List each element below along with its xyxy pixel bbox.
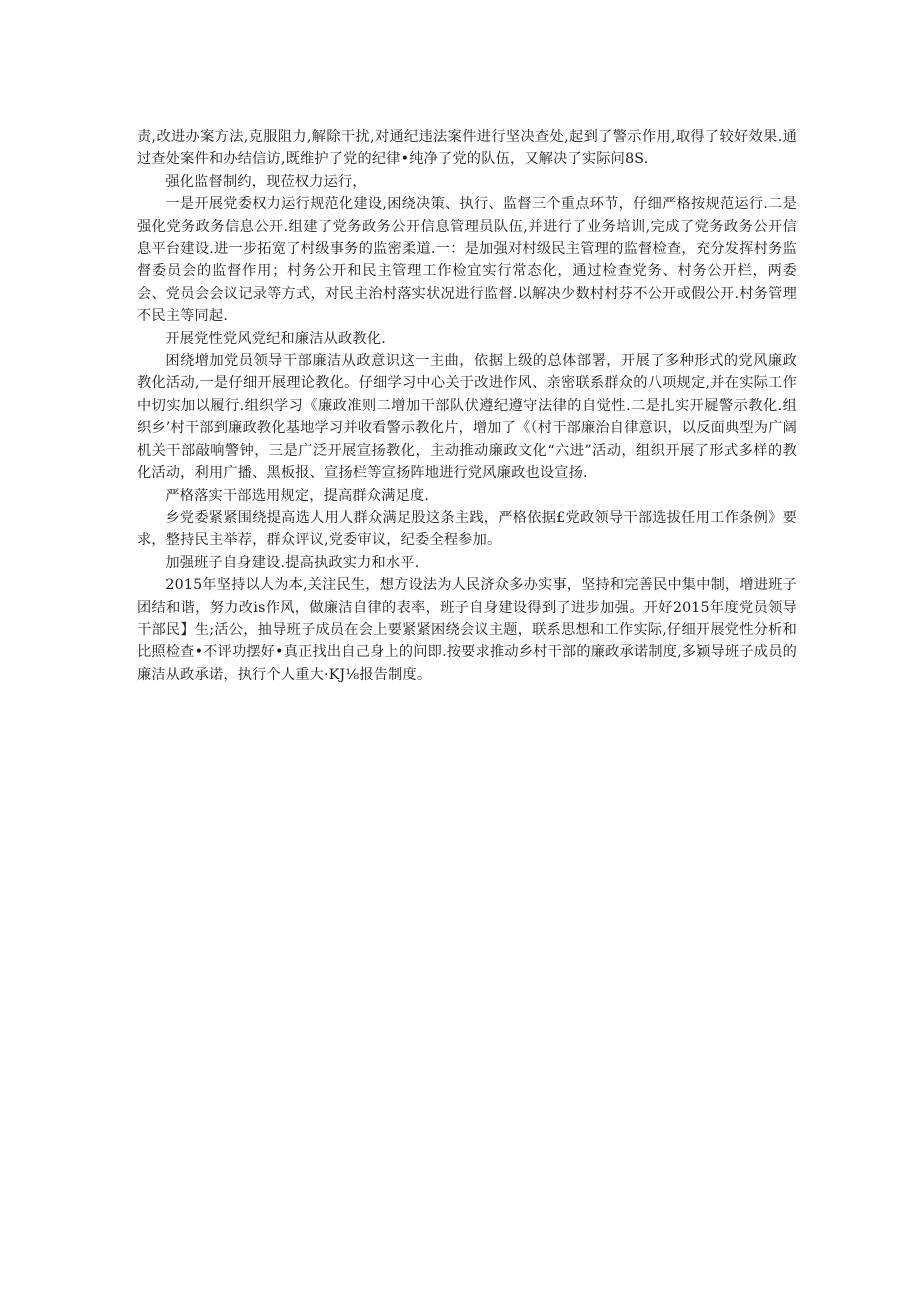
- section-heading-education: 开展党性党风党纪和廉洁从政教化.: [165, 330, 386, 347]
- paragraph-1: 责,改进办案方法,克服阻力,解除干扰,对通纪违法案件进行坚决查处,起到了警示作用,取得了较好效果.通过查处案件和办结信访,既维护了党的纪律•纯净了党的队伍，又解决了实际问8S.: [137, 129, 797, 168]
- paragraph-team-building: 2015年坚持以人为本,关注民生，想方设法为人民济众多办实事，坚持和完善民中集中制，增进班子团结和谐，努力改is作风，做廉洁自律的表率，班子自身建设得到了进步加强。开好2015年度党员领导干部民】生;活公，抽导班子成员在会上要紧紧困绕会议主题，联系思想和工作实际,仔细开展党性分析和比照检查•不评功摆好•真正找出自己身上的问即.按要求推动乡村干部的廉政承诺制度,多颖导班子成员的廉洁从政承诺，执行个人重大·KJ⅛报告制度。: [137, 577, 797, 683]
- paragraph-education: 困绕增加党员领导干部廉洁从政意识这一主曲，依据上级的总体部署，开展了多种形式的党风廉政教化活动,一是仔细开展理论教化。仔细学习中心关于改进作风、亲密联系群众的八项规定,并在实际工作中切实加以履行.组织学习《廉政准则二增加干部队伏遵纪遵守法律的自觉性.二是扎实开屣警示教化.组织乡’村干部到廉政教化基地学习并收看警示教化片，增加了《（村干部廉治自律意识，以反面典型为广阔机关干部敲响警钟，三是广泛开展宣扬教化，主动推动廉政文化“六进”活动，组织开展了形式多样的教化活动，利用广播、黑板报、宣扬栏等宣扬阵地进行党风廉政也设宣扬.: [137, 353, 797, 482]
- section-heading-cadre-selection: 严格落实干部选用规定，提高群众满足度.: [165, 487, 430, 504]
- section-heading-team-building: 加强班子自身建设.提高执政实力和水平.: [165, 554, 420, 571]
- paragraph-cadre-selection: 乡党委紧紧围绕提高选人用人群众满足股这条主践，严格依据£党政领导干部选拔任用工作条例》要求，整持民主举荐，群众评议,党委审议，纪委全程参加。: [137, 509, 797, 549]
- section-heading-supervision: 强化监督制约，现莅权力运行，: [165, 173, 367, 190]
- paragraph-supervision: 一是开展党委权力运行规范化建设,困绕决策、执行、监督三个重点环节，仔细严格按规范运行.二是强化党务政务信息公开.组建了党务政务公开信息管理员队伍,并进行了业务培训,完成了党务政务公开信息平台建设.进一步拓宽了村级事务的监密柔道.一：是加强对村级民主管理的监督检查，充分发挥村务监督委员会的监督作用；村务公开和民主管理工作检宜实行常态化，通过检查党务、村务公开栏，两委会、党员会会议记录等方式，对民主治村落实状况进行监督.以解决少数村村芬不公开或假公开.村务管理不民主等同起.: [137, 196, 797, 325]
- document-body: [137, 126, 797, 686]
